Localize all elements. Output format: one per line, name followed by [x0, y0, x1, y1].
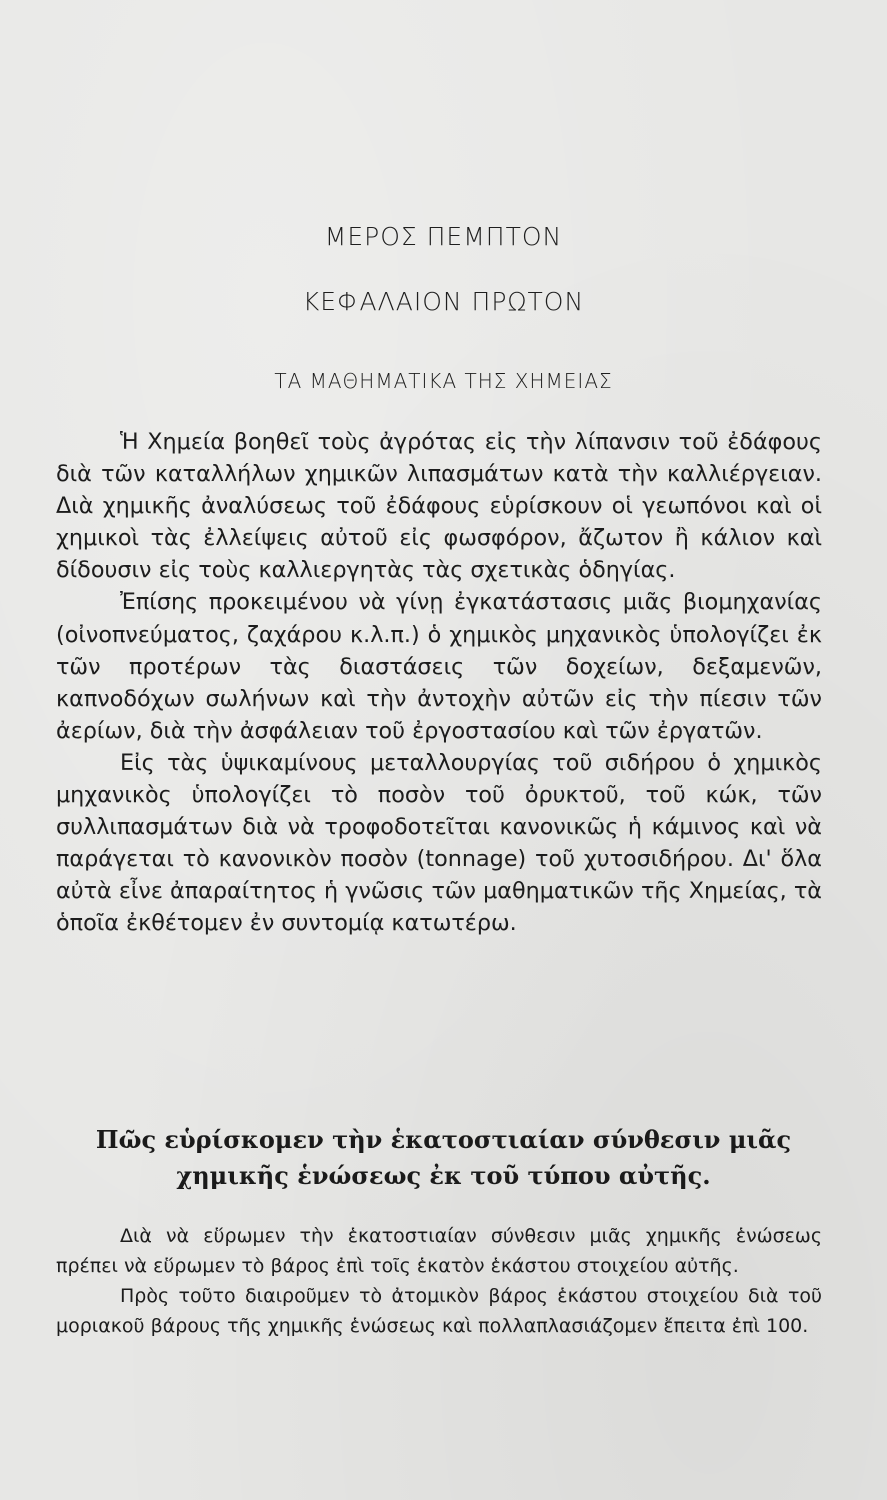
chapter-title: ΤΑ ΜΑΘΗΜΑΤΙΚΑ ΤΗΣ ΧΗΜΕΙΑΣ	[274, 369, 613, 393]
section-paragraph-1: Διὰ νὰ εὕρωμεν τὴν ἑκατοστιαίαν σύνθεσιν μιᾶς χημικῆς ἑνώσεως πρέπει νὰ εὕρωμεν τὸ βάρος ἐπὶ τοῖς ἑκατὸν ἑκάστου στοιχείου αὐτῆς.	[56, 1225, 822, 1277]
section-paragraph-2: Πρὸς τοῦτο διαιροῦμεν τὸ ἀτομικὸν βάρος ἑκάστου στοιχείου διὰ τοῦ μοριακοῦ βάρους τῆς χημικῆς ἑνώσεως καὶ πολλαπλασιάζομεν ἔπειτα ἐπὶ 100.	[56, 1285, 822, 1337]
chapter-body	[56, 426, 822, 940]
paragraph-metallurgy: Εἰς τὰς ὑψικαμίνους μεταλλουργίας τοῦ σιδήρου ὁ χημικὸς μηχανικὸς ὑπολογίζει τὸ ποσὸν τοῦ ὀρυκτοῦ, τοῦ κώκ, τῶν συλλιπασμάτων διὰ νὰ τροφοδοτεῖται κανονικῶς ἡ κάμινος καὶ νὰ παράγεται τὸ κανονικὸν ποσὸν (tonnage) τοῦ χυτοσιδήρου. Δι' ὅλα αὐτὰ εἶνε ἀπαραίτητος ἡ γνῶσις τῶν μαθηματικῶν τῆς Χημείας, τὰ ὁποῖα ἐκθέτομεν ἐν συντομίᾳ κατωτέρω.	[56, 749, 822, 937]
paragraph-industry: Ἐπίσης προκειμένου νὰ γίνῃ ἐγκατάστασις μιᾶς βιομηχανίας (οἰνοπνεύματος, ζαχάρου κ.λ.π.) ὁ χημικὸς μηχανικὸς ὑπολογίζει ἐκ τῶν προτέρων τὰς διαστάσεις τῶν δοχείων, δεξαμενῶν, καπνοδόχων σωλήνων καὶ τὴν ἀντοχὴν αὐτῶν εἰς τὴν πίεσιν τῶν ἀερίων, διὰ τὴν ἀσφάλειαν τοῦ ἐργοστασίου καὶ τῶν ἐργατῶν.	[56, 589, 822, 744]
section-title	[0, 1122, 887, 1194]
part-heading: ΜΕΡΟΣ ΠΕΜΠΤΟΝ	[324, 222, 563, 251]
chapter-heading: ΚΕΦΑΛΑΙΟΝ ΠΡΩΤΟΝ	[302, 287, 585, 316]
section-title-line-1: Πῶς εὑρίσκομεν τὴν ἑκατοστιαίαν σύνθεσιν μιᾶς	[95, 1125, 792, 1154]
section-title-line-2: χημικῆς ἑνώσεως ἐκ τοῦ τύπου αὐτῆς.	[176, 1161, 711, 1190]
section-body	[56, 1221, 822, 1341]
paragraph-agriculture: Ἡ Χημεία βοηθεῖ τοὺς ἀγρότας εἰς τὴν λίπανσιν τοῦ ἐδάφους διὰ τῶν καταλλήλων χημικῶν λιπασμάτων κατὰ τὴν καλλιέργειαν. Διὰ χημικῆς ἀναλύσεως τοῦ ἐδάφους εὑρίσκουν οἱ γεωπόνοι καὶ οἱ χημικοὶ τὰς ἐλλείψεις αὐτοῦ εἰς φωσφόρον, ἄζωτον ἢ κάλιον καὶ δίδουσιν εἰς τοὺς καλλιεργητὰς τὰς σχετικὰς ὁδηγίας.	[56, 429, 822, 584]
